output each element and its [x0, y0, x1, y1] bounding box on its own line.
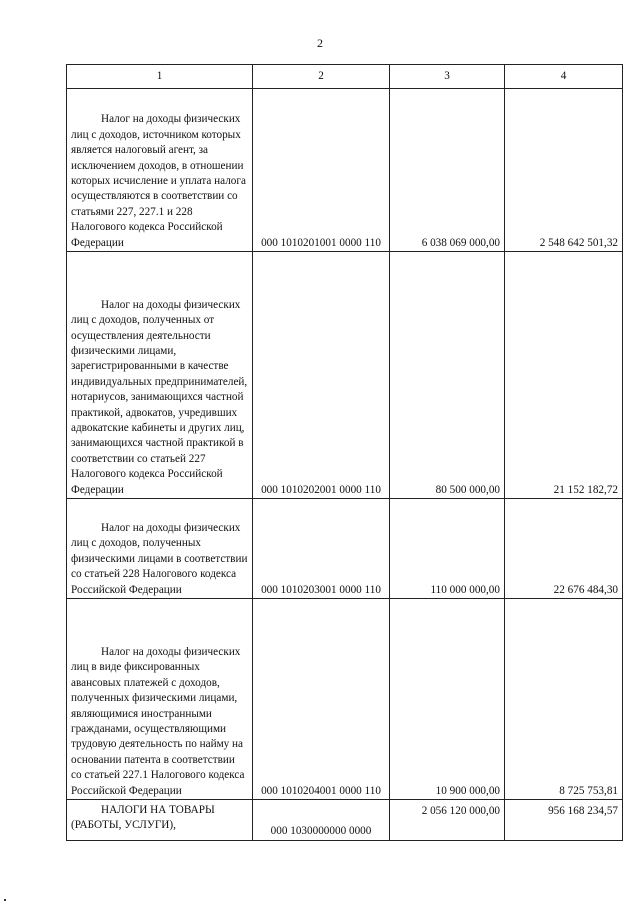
row-name: [67, 599, 253, 800]
row-plan: 2 056 120 000,00: [390, 800, 505, 841]
row-plan: 80 500 000,00: [390, 252, 505, 499]
table-row: [67, 252, 623, 499]
table-row: [67, 599, 623, 800]
row-code: 000 1010203001 0000 110: [253, 499, 390, 599]
row-name-text: Налог на доходы физических лиц с доходов, полученных от осуществления деятельности физическими лицами, зарегистрированными в качестве индивидуальных предпринимателей, нотариусов, занимающихся частной практикой, адвокатов, учредивших адвокатские кабинеты и других лиц, занимающихся частной практикой в соответствии со статьей 227 Налогового кодекса Российской Федерации: [71, 298, 248, 496]
row-plan: 10 900 000,00: [390, 599, 505, 800]
header-col-3: 3: [390, 65, 505, 89]
row-name-text: Налог на доходы физических лиц с доходов, источником которых является налоговый агент, за исключением доходов, в отношении которых исчисление и уплата налога осуществляются в соответствии со статьями 227, 227.1 и 228 Налогового кодекса Российской Федерации: [71, 113, 246, 249]
header-col-1: 1: [67, 65, 253, 89]
table-row: [67, 499, 623, 599]
row-name: [67, 499, 253, 599]
table-header-row: [67, 65, 623, 89]
row-fact: 21 152 182,72: [505, 252, 623, 499]
row-code: 000 1010202001 0000 110: [253, 252, 390, 499]
row-name-text: НАЛОГИ НА ТОВАРЫ (РАБОТЫ, УСЛУГИ),: [71, 804, 215, 832]
row-fact: 2 548 642 501,32: [505, 89, 623, 252]
row-fact: 22 676 484,30: [505, 499, 623, 599]
row-fact: 956 168 234,57: [505, 800, 623, 841]
row-fact: 8 725 753,81: [505, 599, 623, 800]
page-number: 2: [317, 36, 323, 50]
row-plan: 110 000 000,00: [390, 499, 505, 599]
row-plan: 6 038 069 000,00: [390, 89, 505, 252]
header-col-4: 4: [505, 65, 623, 89]
scan-dot: [4, 899, 6, 901]
row-name: [67, 252, 253, 499]
row-name: [67, 89, 253, 252]
row-code: 000 1030000000 0000: [253, 800, 390, 841]
table-row: [67, 800, 623, 841]
row-name: [67, 800, 253, 841]
row-code: 000 1010201001 0000 110: [253, 89, 390, 252]
budget-table: [66, 64, 623, 841]
row-code: 000 1010204001 0000 110: [253, 599, 390, 800]
header-col-2: 2: [253, 65, 390, 89]
row-name-text: Налог на доходы физических лиц с доходов, полученных физическими лицами в соответствии со статьей 228 Налогового кодекса Российской Федерации: [71, 521, 248, 596]
row-name-text: Налог на доходы физических лиц в виде фиксированных авансовых платежей с доходов, полученных физическими лицами, являющимися иностранными гражданами, осуществляющими трудовую деятельность по найму на основании патента в соответствии со статьей 227.1 Налогового кодекса Российской Федерации: [71, 645, 245, 797]
table-row: [67, 89, 623, 252]
